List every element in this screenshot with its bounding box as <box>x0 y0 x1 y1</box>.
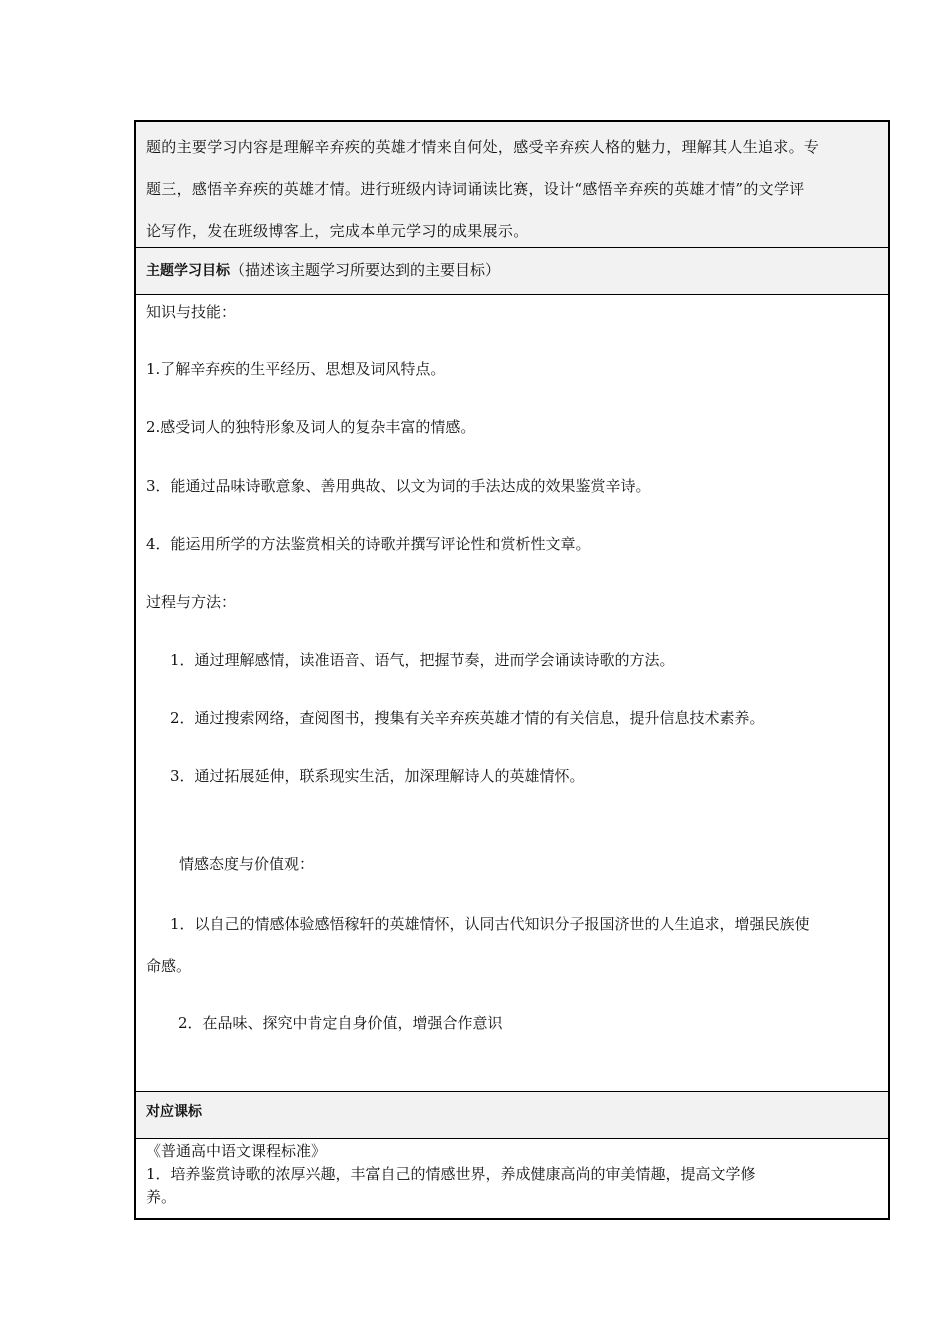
process-heading: 过程与方法： <box>146 593 237 611</box>
knowledge-item: 4．能运用所学的方法鉴赏相关的诗歌并撰写评论性和赏析性文章。 <box>146 535 591 553</box>
intro-line: 题三，感悟辛弃疾的英雄才情。进行班级内诗词诵读比赛，设计“感悟辛弃疾的英雄才情”的文学评 <box>146 180 805 198</box>
intro-cell <box>136 122 888 247</box>
goals-cell <box>136 294 888 1091</box>
emotion-item: 1．以自己的情感体验感悟稼轩的英雄情怀，认同古代知识分子报国济世的人生追求，增强民族使 <box>170 915 810 933</box>
standard-line: 养。 <box>146 1188 177 1206</box>
knowledge-item: 3．能通过品味诗歌意象、善用典故、以文为词的手法达成的效果鉴赏辛诗。 <box>146 477 651 495</box>
process-item: 3．通过拓展延伸，联系现实生活，加深理解诗人的英雄情怀。 <box>170 767 585 785</box>
knowledge-heading: 知识与技能： <box>146 303 237 321</box>
process-item: 2．通过搜索网络，查阅图书，搜集有关辛弃疾英雄才情的有关信息，提升信息技术素养。 <box>170 709 765 727</box>
lesson-plan-table <box>134 120 890 1220</box>
process-item: 1．通过理解感情，读准语音、语气，把握节奏，进而学会诵读诗歌的方法。 <box>170 651 675 669</box>
emotion-item-continued: 命感。 <box>146 957 192 975</box>
goals-header-note: （描述该主题学习所要达到的主要目标） <box>230 261 501 279</box>
standard-header <box>136 1091 888 1138</box>
standard-cell <box>136 1138 888 1218</box>
standard-line: 《普通高中语文课程标准》 <box>146 1142 327 1160</box>
emotion-item: 2．在品味、探究中肯定自身价值，增强合作意识 <box>178 1014 503 1032</box>
intro-line: 论写作，发在班级博客上，完成本单元学习的成果展示。 <box>146 222 529 240</box>
standard-header-title: 对应课标 <box>146 1104 202 1120</box>
emotion-heading: 情感态度与价值观： <box>179 855 315 873</box>
knowledge-item: 2.感受词人的独特形象及词人的复杂丰富的情感。 <box>146 418 476 436</box>
goals-header <box>136 247 888 294</box>
standard-line: 1．培养鉴赏诗歌的浓厚兴趣，丰富自己的情感世界，养成健康高尚的审美情趣，提高文学修 <box>146 1165 756 1183</box>
knowledge-item: 1.了解辛弃疾的生平经历、思想及词风特点。 <box>146 360 446 378</box>
intro-line: 题的主要学习内容是理解辛弃疾的英雄才情来自何处，感受辛弃疾人格的魅力，理解其人生追求。专 <box>146 138 820 156</box>
goals-header-title: 主题学习目标 <box>146 263 230 279</box>
